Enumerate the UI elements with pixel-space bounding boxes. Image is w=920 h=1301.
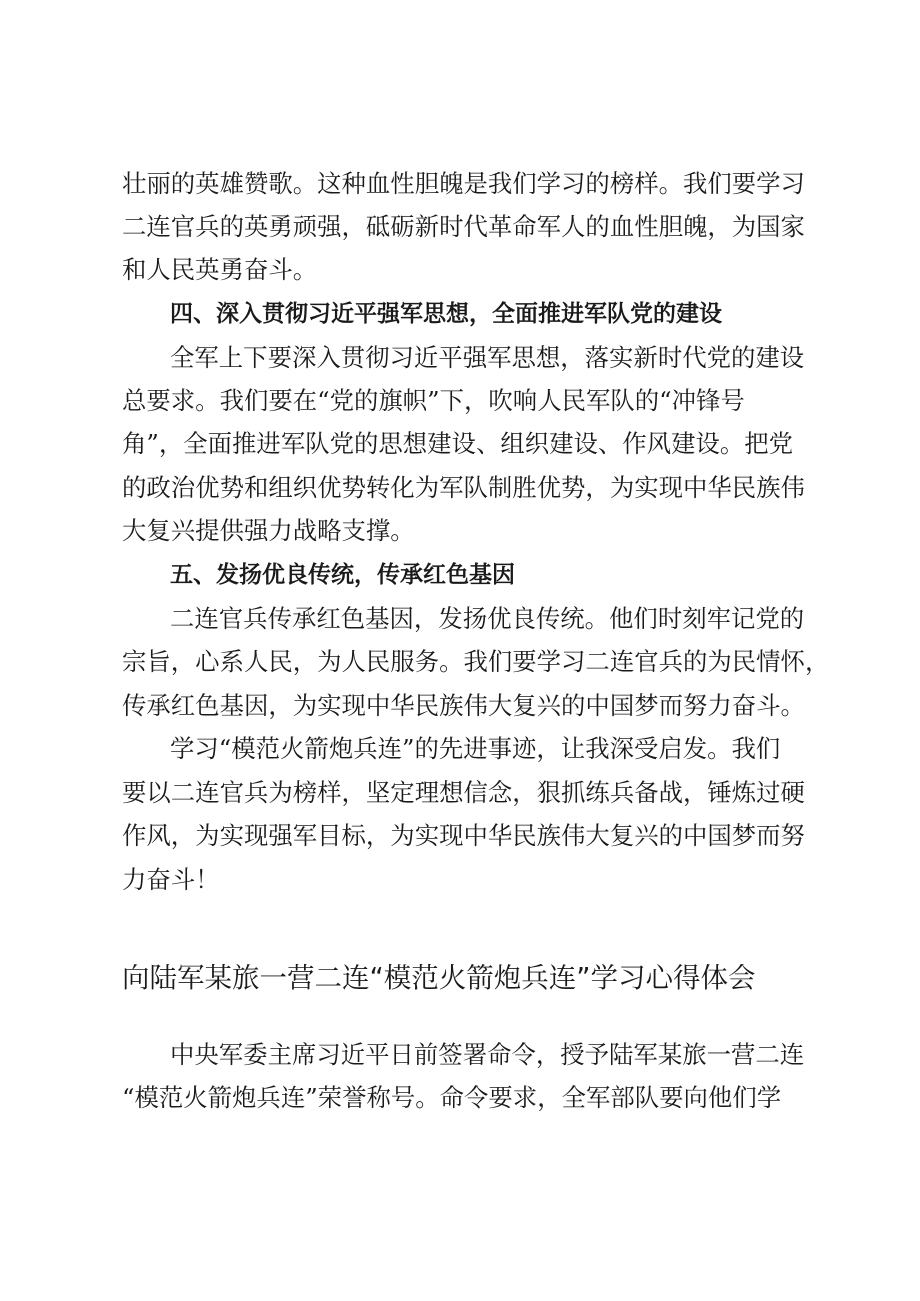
paragraph-2-line-5: 大复兴提供强力战略支撑。	[122, 516, 415, 545]
paragraph-1-line-1: 壮丽的英雄赞歌。这种血性胆魄是我们学习的榜样。我们要学习	[122, 169, 805, 198]
paragraph-1-line-3: 和人民英勇奋斗。	[122, 255, 318, 284]
paragraph-3-line-1: 二连官兵传承红色基因，发扬优良传统。他们时刻牢记党的	[170, 604, 805, 633]
paragraph-3-line-2: 宗旨，心系人民，为人民服务。我们要学习二连官兵的为民情怀，	[122, 647, 830, 676]
paragraph-5-line-1: 中央军委主席习近平日前签署命令，授予陆军某旅一营二连	[170, 1040, 805, 1069]
section-heading-5: 五、发扬优良传统，传承红色基因	[170, 562, 515, 588]
paragraph-5-line-2: “模范火箭炮兵连”荣誉称号。命令要求，全军部队要向他们学	[122, 1083, 782, 1112]
paragraph-2-line-1: 全军上下要深入贯彻习近平强军思想，落实新时代党的建设	[170, 343, 805, 372]
section-heading-4: 四、深入贯彻习近平强军思想，全面推进军队党的建设	[170, 301, 722, 327]
paragraph-3-line-3: 传承红色基因，为实现中华民族伟大复兴的中国梦而努力奋斗。	[122, 691, 805, 720]
paragraph-4-line-2: 要以二连官兵为榜样，坚定理想信念，狠抓练兵备战，锤炼过硬	[122, 778, 805, 807]
article-title: 向陆军某旅一营二连“模范火箭炮兵连”学习心得体会	[122, 962, 756, 994]
paragraph-2-line-3: 角”，全面推进军队党的思想建设、组织建设、作风建设。把党	[122, 429, 794, 458]
paragraph-2-line-4: 的政治优势和组织优势转化为军队制胜优势，为实现中华民族伟	[122, 473, 805, 502]
paragraph-4-line-3: 作风，为实现强军目标，为实现中华民族伟大复兴的中国梦而努	[122, 821, 805, 850]
paragraph-2-line-2: 总要求。我们要在“党的旗帜”下，吹响人民军队的“冲锋号	[122, 386, 745, 415]
paragraph-1-line-2: 二连官兵的英勇顽强，砥砺新时代革命军人的血性胆魄，为国家	[122, 212, 805, 241]
paragraph-4-line-4: 力奋斗！	[122, 865, 220, 894]
paragraph-4-line-1: 学习“模范火箭炮兵连”的先进事迹，让我深受启发。我们	[170, 734, 781, 763]
